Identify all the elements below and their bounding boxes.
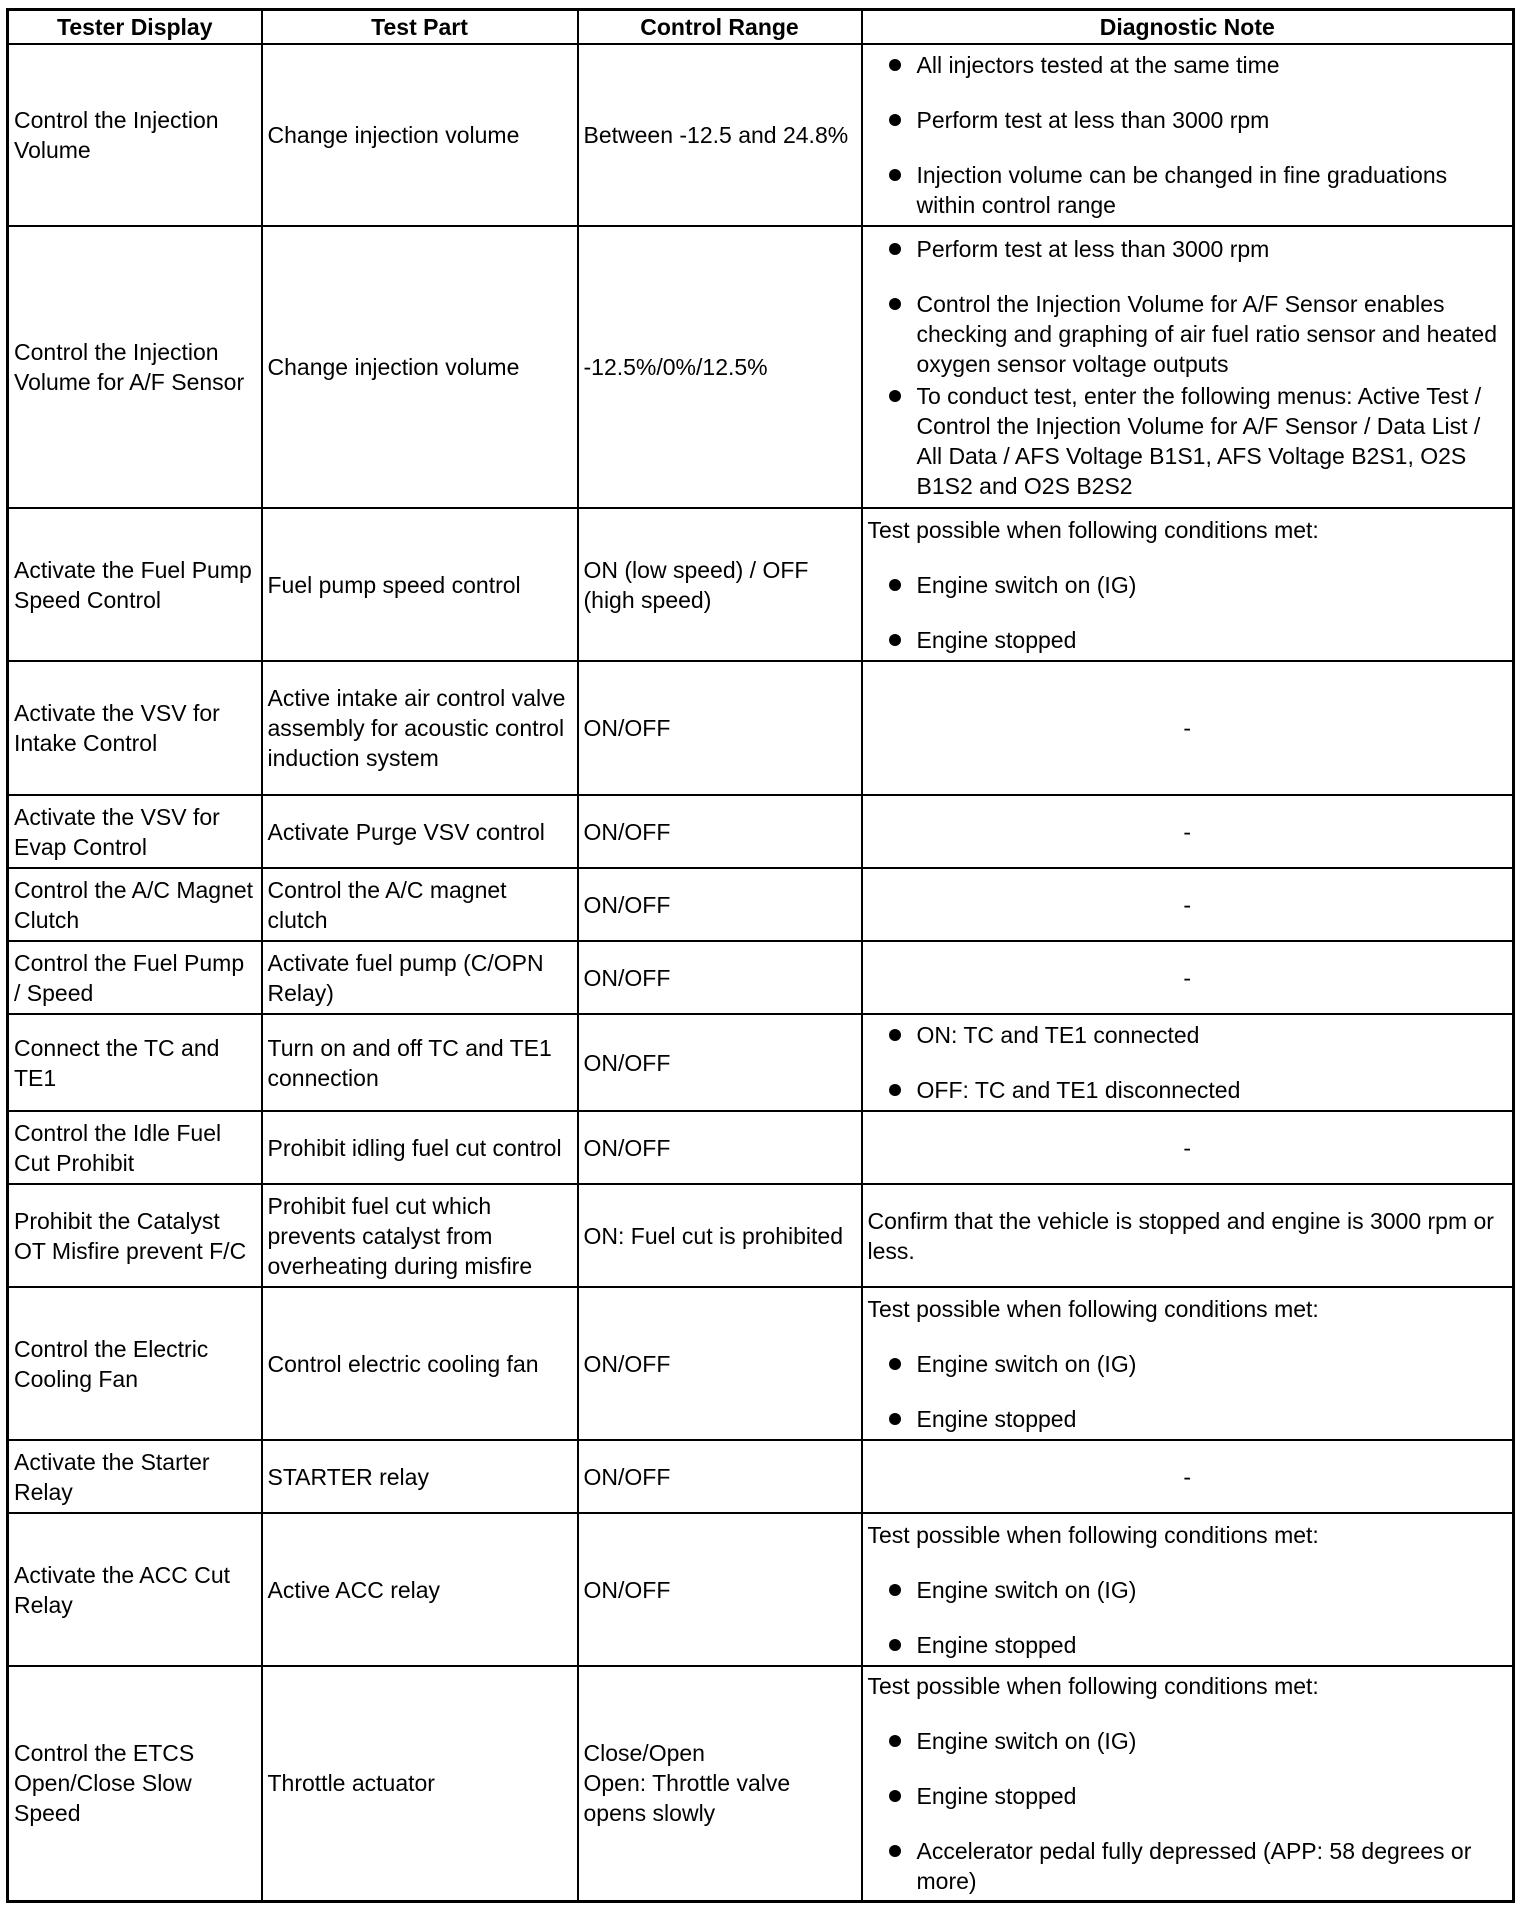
bullet-item: Injection volume can be changed in fine graduations within control range xyxy=(868,160,1508,220)
control-range-cell: ON/OFF xyxy=(578,1014,862,1111)
test-part-cell: Activate fuel pump (C/OPN Relay) xyxy=(262,941,578,1014)
bullet-list xyxy=(868,50,1508,220)
diagnostic-note-cell: Confirm that the vehicle is stopped and engine is 3000 rpm or less. xyxy=(862,1184,1514,1287)
test-part-cell: Control the A/C magnet clutch xyxy=(262,868,578,941)
control-range-cell: ON/OFF xyxy=(578,1111,862,1184)
table-row xyxy=(8,508,1514,661)
bullet-item: Engine switch on (IG) xyxy=(868,1349,1508,1379)
tester-display-cell: Control the Injection Volume for A/F Sensor xyxy=(8,226,262,508)
bullet-list xyxy=(868,234,1508,501)
bullet-item: All injectors tested at the same time xyxy=(868,50,1508,80)
bullet-list xyxy=(868,1349,1508,1434)
table-row xyxy=(8,1184,1514,1287)
table-row xyxy=(8,1666,1514,1901)
bullet-icon xyxy=(889,169,901,181)
tester-display-cell: Control the Electric Cooling Fan xyxy=(8,1287,262,1440)
control-range-cell: ON/OFF xyxy=(578,795,862,868)
diagnostic-note-cell xyxy=(862,44,1514,226)
note-intro: Test possible when following conditions met: xyxy=(867,1521,1319,1548)
bullet-list xyxy=(868,1575,1508,1660)
test-part-cell: Prohibit idling fuel cut control xyxy=(262,1111,578,1184)
bullet-icon xyxy=(889,1790,901,1802)
bullet-icon xyxy=(889,1639,901,1651)
bullet-icon xyxy=(889,59,901,71)
diagnostic-note-cell xyxy=(862,1287,1514,1440)
test-part-cell: Prohibit fuel cut which prevents catalyst from overheating during misfire xyxy=(262,1184,578,1287)
bullet-item: Perform test at less than 3000 rpm xyxy=(868,105,1508,135)
diagnostic-note-cell: - xyxy=(862,1440,1514,1513)
tester-display-cell: Prohibit the Catalyst OT Misfire prevent F/C xyxy=(8,1184,262,1287)
table-row xyxy=(8,1440,1514,1513)
tester-display-cell: Activate the VSV for Evap Control xyxy=(8,795,262,868)
table-row xyxy=(8,226,1514,508)
active-test-table xyxy=(6,8,1515,1903)
bullet-icon xyxy=(889,1413,901,1425)
bullet-icon xyxy=(889,298,901,310)
bullet-item: Engine switch on (IG) xyxy=(868,1575,1508,1605)
test-part-cell: STARTER relay xyxy=(262,1440,578,1513)
tester-display-cell: Activate the ACC Cut Relay xyxy=(8,1513,262,1666)
bullet-icon xyxy=(889,1584,901,1596)
bullet-item: OFF: TC and TE1 disconnected xyxy=(868,1075,1508,1105)
tester-display-cell: Activate the Starter Relay xyxy=(8,1440,262,1513)
control-range-cell: ON/OFF xyxy=(578,941,862,1014)
diagnostic-note-cell: - xyxy=(862,795,1514,868)
diagnostic-note-cell: - xyxy=(862,1111,1514,1184)
diagnostic-note-cell xyxy=(862,508,1514,661)
bullet-item: Engine stopped xyxy=(868,1781,1508,1811)
bullet-icon xyxy=(889,1735,901,1747)
diagnostic-note-cell xyxy=(862,1014,1514,1111)
tester-display-cell: Activate the Fuel Pump Speed Control xyxy=(8,508,262,661)
table-row xyxy=(8,1111,1514,1184)
bullet-item: Engine switch on (IG) xyxy=(868,1726,1508,1756)
control-range-cell: ON (low speed) / OFF (high speed) xyxy=(578,508,862,661)
bullet-icon xyxy=(889,243,901,255)
bullet-item: Engine switch on (IG) xyxy=(868,570,1508,600)
table-row xyxy=(8,795,1514,868)
table-row xyxy=(8,868,1514,941)
bullet-list xyxy=(868,1020,1508,1105)
control-range-cell: -12.5%/0%/12.5% xyxy=(578,226,862,508)
control-range-cell xyxy=(578,1666,862,1901)
bullet-icon xyxy=(889,1084,901,1096)
tester-display-cell: Control the A/C Magnet Clutch xyxy=(8,868,262,941)
diagnostic-note-cell: - xyxy=(862,868,1514,941)
table-row xyxy=(8,661,1514,795)
bullet-icon xyxy=(889,1358,901,1370)
bullet-icon xyxy=(889,634,901,646)
bullet-item: Perform test at less than 3000 rpm xyxy=(868,234,1508,264)
note-intro: Test possible when following conditions met: xyxy=(867,516,1319,543)
tester-display-cell: Control the ETCS Open/Close Slow Speed xyxy=(8,1666,262,1901)
tester-display-cell: Connect the TC and TE1 xyxy=(8,1014,262,1111)
bullet-item: To conduct test, enter the following menus: Active Test / Control the Injection Volume for A/F Sensor / Data List / All Data / AFS Voltage B1S1, AFS Voltage B2S1, O2S B1S2 and O2S B2S2 xyxy=(868,381,1508,501)
control-range-cell: ON: Fuel cut is prohibited xyxy=(578,1184,862,1287)
note-intro: Test possible when following conditions met: xyxy=(867,1672,1319,1699)
tester-display-cell: Activate the VSV for Intake Control xyxy=(8,661,262,795)
diagnostic-note-cell: - xyxy=(862,941,1514,1014)
control-range-line: Open: Throttle valve opens slowly xyxy=(583,1770,791,1827)
bullet-list xyxy=(868,570,1508,655)
control-range-cell: ON/OFF xyxy=(578,1440,862,1513)
test-part-cell: Turn on and off TC and TE1 connection xyxy=(262,1014,578,1111)
bullet-list xyxy=(868,1726,1508,1896)
header-control-range: Control Range xyxy=(578,10,862,45)
tester-display-cell: Control the Injection Volume xyxy=(8,44,262,226)
table-row xyxy=(8,44,1514,226)
bullet-icon xyxy=(889,1845,901,1857)
table-row xyxy=(8,941,1514,1014)
diagnostic-note-cell xyxy=(862,1666,1514,1901)
control-range-cell: ON/OFF xyxy=(578,1513,862,1666)
bullet-item: Accelerator pedal fully depressed (APP: 58 degrees or more) xyxy=(868,1836,1508,1896)
diagnostic-note-cell xyxy=(862,1513,1514,1666)
bullet-item: ON: TC and TE1 connected xyxy=(868,1020,1508,1050)
bullet-icon xyxy=(889,579,901,591)
table-row xyxy=(8,1513,1514,1666)
test-part-cell: Active intake air control valve assembly for acoustic control induction system xyxy=(262,661,578,795)
header-diagnostic-note: Diagnostic Note xyxy=(862,10,1514,45)
test-part-cell: Control electric cooling fan xyxy=(262,1287,578,1440)
control-range-line: Close/Open xyxy=(583,1740,705,1767)
header-tester-display: Tester Display xyxy=(8,10,262,45)
test-part-cell: Fuel pump speed control xyxy=(262,508,578,661)
tester-display-cell: Control the Idle Fuel Cut Prohibit xyxy=(8,1111,262,1184)
diagnostic-note-cell xyxy=(862,226,1514,508)
bullet-icon xyxy=(889,114,901,126)
control-range-cell: ON/OFF xyxy=(578,661,862,795)
header-row xyxy=(8,10,1514,45)
diagnostic-note-cell: - xyxy=(862,661,1514,795)
table-row xyxy=(8,1287,1514,1440)
control-range-cell: ON/OFF xyxy=(578,868,862,941)
control-range-cell: Between -12.5 and 24.8% xyxy=(578,44,862,226)
test-part-cell: Change injection volume xyxy=(262,44,578,226)
table-row xyxy=(8,1014,1514,1111)
test-part-cell: Active ACC relay xyxy=(262,1513,578,1666)
note-intro: Test possible when following conditions met: xyxy=(867,1295,1319,1322)
bullet-icon xyxy=(889,1029,901,1041)
header-test-part: Test Part xyxy=(262,10,578,45)
bullet-item: Engine stopped xyxy=(868,1404,1508,1434)
test-part-cell: Throttle actuator xyxy=(262,1666,578,1901)
control-range-cell: ON/OFF xyxy=(578,1287,862,1440)
bullet-icon xyxy=(889,390,901,402)
test-part-cell: Change injection volume xyxy=(262,226,578,508)
tester-display-cell: Control the Fuel Pump / Speed xyxy=(8,941,262,1014)
bullet-item: Engine stopped xyxy=(868,1630,1508,1660)
bullet-item: Control the Injection Volume for A/F Sensor enables checking and graphing of air fuel ratio sensor and heated oxygen sensor voltage outputs xyxy=(868,289,1508,379)
test-part-cell: Activate Purge VSV control xyxy=(262,795,578,868)
bullet-item: Engine stopped xyxy=(868,625,1508,655)
